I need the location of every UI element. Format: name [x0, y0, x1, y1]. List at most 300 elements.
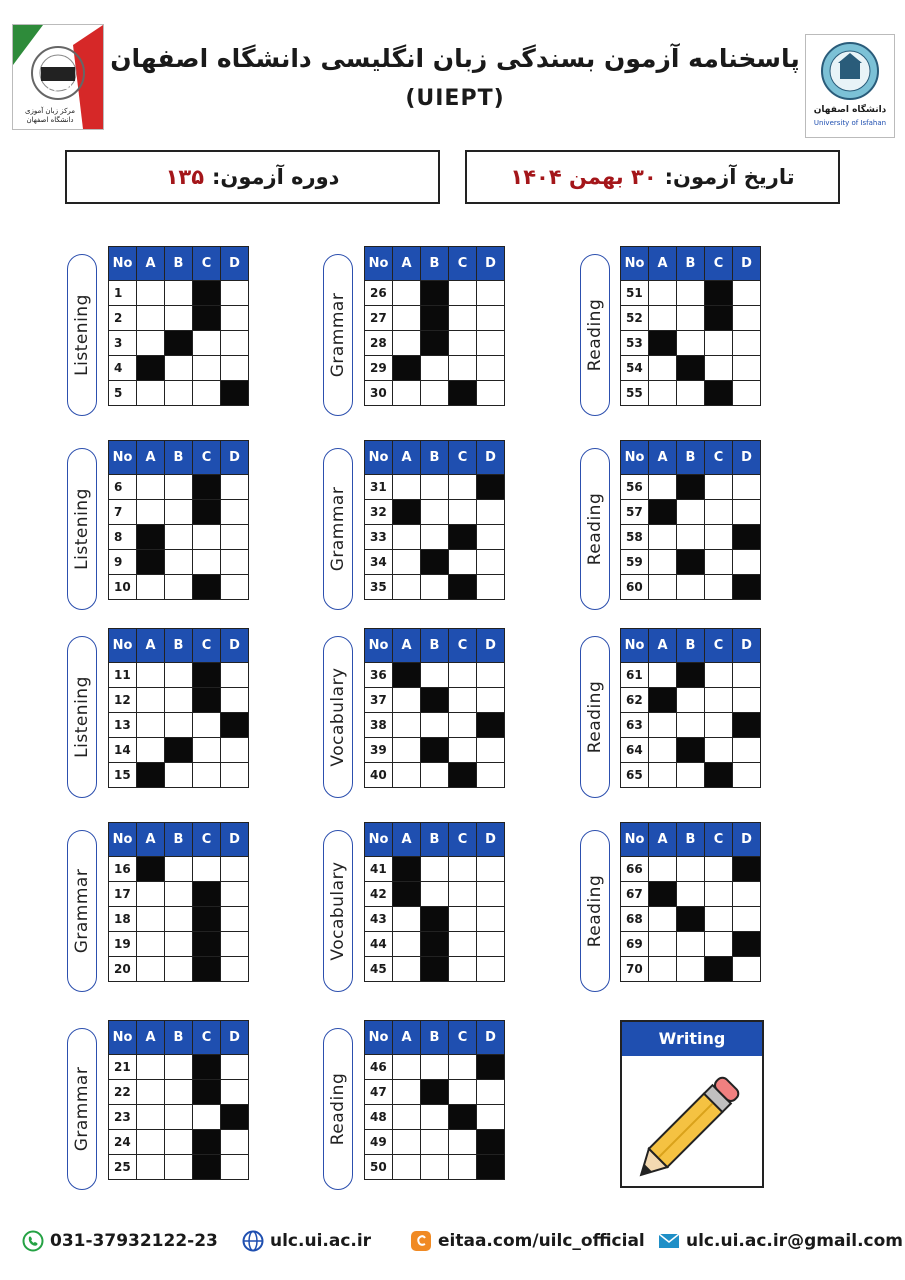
answer-cell-c	[705, 525, 733, 550]
answer-cell-d	[221, 663, 249, 688]
question-number: 62	[621, 688, 649, 713]
answer-cell-a	[649, 738, 677, 763]
answer-cell-a	[393, 957, 421, 982]
answer-cell-c	[449, 713, 477, 738]
answer-cell-a	[137, 738, 165, 763]
answer-cell-b	[677, 500, 705, 525]
section-label-text: Grammar	[72, 1066, 92, 1152]
question-number: 38	[365, 713, 393, 738]
answer-cell-b	[677, 688, 705, 713]
answer-cell-d	[733, 932, 761, 957]
answer-cell-d	[477, 475, 505, 500]
question-number: 60	[621, 575, 649, 600]
question-number: 19	[109, 932, 137, 957]
header-cell: D	[221, 1021, 249, 1055]
answer-cell-c	[705, 957, 733, 982]
answer-cell-b	[165, 1155, 193, 1180]
table-row	[621, 550, 761, 575]
header-cell: B	[165, 441, 193, 475]
table-row	[365, 306, 505, 331]
answer-cell-c	[193, 663, 221, 688]
question-number: 24	[109, 1130, 137, 1155]
answer-cell-b	[677, 525, 705, 550]
globe-icon	[242, 1230, 264, 1252]
answer-cell-b	[421, 475, 449, 500]
table-row	[365, 281, 505, 306]
header-cell: D	[221, 441, 249, 475]
answer-cell-c	[193, 713, 221, 738]
answer-cell-c	[705, 550, 733, 575]
answer-cell-c	[705, 857, 733, 882]
answer-cell-c	[449, 475, 477, 500]
question-number: 42	[365, 882, 393, 907]
answer-cell-a	[649, 663, 677, 688]
answer-cell-c	[193, 932, 221, 957]
header-cell: B	[165, 629, 193, 663]
section-label	[67, 254, 97, 416]
table-row	[621, 475, 761, 500]
answer-cell-a	[393, 1080, 421, 1105]
question-number: 7	[109, 500, 137, 525]
answer-cell-b	[165, 857, 193, 882]
question-number: 6	[109, 475, 137, 500]
answer-cell-c	[449, 356, 477, 381]
answer-cell-d	[477, 331, 505, 356]
header-cell: No	[621, 247, 649, 281]
table-row	[365, 381, 505, 406]
question-number: 56	[621, 475, 649, 500]
answer-cell-b	[421, 281, 449, 306]
table-row	[365, 857, 505, 882]
header-cell: No	[109, 441, 137, 475]
answer-cell-b	[421, 356, 449, 381]
answer-cell-a	[393, 1105, 421, 1130]
answer-cell-a	[137, 356, 165, 381]
answer-table	[364, 1020, 505, 1180]
header-cell: C	[193, 441, 221, 475]
question-number: 59	[621, 550, 649, 575]
answer-cell-c	[449, 525, 477, 550]
answer-table-header	[621, 247, 761, 281]
answer-cell-d	[477, 381, 505, 406]
header-cell: A	[393, 247, 421, 281]
answer-cell-d	[477, 957, 505, 982]
answer-table	[108, 822, 249, 982]
answer-cell-d	[221, 1130, 249, 1155]
answer-cell-d	[733, 281, 761, 306]
header-cell: B	[421, 1021, 449, 1055]
footer-website[interactable]	[242, 1230, 371, 1252]
answer-cell-a	[649, 907, 677, 932]
section-label-text: Reading	[328, 1072, 348, 1146]
answer-cell-a	[137, 1155, 165, 1180]
question-number: 17	[109, 882, 137, 907]
table-row	[365, 356, 505, 381]
header-cell: No	[365, 441, 393, 475]
answer-cell-a	[393, 1155, 421, 1180]
question-number: 31	[365, 475, 393, 500]
question-number: 13	[109, 713, 137, 738]
answer-cell-b	[165, 957, 193, 982]
answer-table	[364, 628, 505, 788]
website-link: ulc.ui.ac.ir	[270, 1231, 372, 1251]
header-cell: D	[733, 247, 761, 281]
answer-cell-a	[137, 381, 165, 406]
header-cell: C	[449, 1021, 477, 1055]
table-row	[109, 857, 249, 882]
answer-cell-d	[733, 663, 761, 688]
section-label-text: Reading	[585, 680, 605, 754]
answer-cell-a	[137, 525, 165, 550]
answer-cell-b	[165, 281, 193, 306]
table-row	[109, 1155, 249, 1180]
answer-cell-d	[477, 882, 505, 907]
header-cell: D	[477, 629, 505, 663]
table-row	[621, 500, 761, 525]
answer-cell-b	[165, 1080, 193, 1105]
header-cell: D	[477, 823, 505, 857]
section-label-text: Listening	[72, 676, 92, 758]
answer-cell-a	[393, 907, 421, 932]
answer-cell-c	[449, 688, 477, 713]
answer-cell-c	[193, 1130, 221, 1155]
question-number: 39	[365, 738, 393, 763]
exam-round-label: دوره آزمون:	[212, 165, 340, 189]
header-cell: D	[733, 629, 761, 663]
header-cell: D	[477, 247, 505, 281]
answer-table-header	[365, 823, 505, 857]
header-cell: No	[365, 823, 393, 857]
answer-cell-a	[393, 575, 421, 600]
section-label	[580, 448, 610, 610]
header-cell: D	[733, 441, 761, 475]
answer-cell-c	[193, 1080, 221, 1105]
table-row	[109, 575, 249, 600]
answer-cell-b	[165, 475, 193, 500]
table-row	[109, 663, 249, 688]
header-cell: No	[365, 629, 393, 663]
header-cell: D	[221, 247, 249, 281]
exam-date-box	[465, 150, 840, 204]
answer-cell-c	[705, 331, 733, 356]
answer-cell-d	[733, 857, 761, 882]
answer-cell-d	[221, 1155, 249, 1180]
section-label	[323, 1028, 353, 1190]
answer-cell-a	[393, 475, 421, 500]
header-cell: A	[137, 441, 165, 475]
answer-cell-a	[649, 857, 677, 882]
table-row	[109, 306, 249, 331]
header-cell: B	[165, 823, 193, 857]
answer-cell-a	[393, 500, 421, 525]
writing-box	[620, 1020, 764, 1188]
answer-cell-d	[733, 525, 761, 550]
university-logo-caption-fa: دانشگاه اصفهان	[813, 105, 887, 115]
question-number: 33	[365, 525, 393, 550]
answer-cell-b	[677, 857, 705, 882]
header-cell: D	[477, 441, 505, 475]
answer-cell-c	[705, 738, 733, 763]
section-label-text: Listening	[72, 488, 92, 570]
answer-table-header	[109, 1021, 249, 1055]
answer-cell-d	[221, 356, 249, 381]
table-row	[365, 1155, 505, 1180]
question-number: 32	[365, 500, 393, 525]
answer-cell-a	[393, 525, 421, 550]
header-cell: C	[449, 823, 477, 857]
answer-cell-b	[165, 713, 193, 738]
answer-table	[364, 822, 505, 982]
answer-cell-c	[193, 857, 221, 882]
header-cell: No	[365, 1021, 393, 1055]
answer-cell-d	[221, 525, 249, 550]
header-cell: A	[137, 823, 165, 857]
answer-cell-d	[477, 1105, 505, 1130]
answer-cell-c	[193, 281, 221, 306]
question-number: 47	[365, 1080, 393, 1105]
answer-cell-c	[705, 688, 733, 713]
answer-cell-d	[221, 575, 249, 600]
answer-cell-b	[677, 907, 705, 932]
footer-phone[interactable]	[22, 1230, 218, 1252]
answer-cell-c	[705, 381, 733, 406]
answer-cell-d	[221, 713, 249, 738]
header-cell: C	[193, 629, 221, 663]
answer-cell-a	[137, 763, 165, 788]
exam-round-value: ۱۳۵	[165, 165, 205, 189]
university-logo-caption-en: University of Isfahan	[813, 119, 887, 127]
answer-cell-c	[193, 1055, 221, 1080]
answer-cell-c	[193, 738, 221, 763]
answer-cell-a	[393, 1130, 421, 1155]
header-cell: No	[109, 823, 137, 857]
table-row	[109, 763, 249, 788]
table-row	[365, 907, 505, 932]
answer-cell-b	[421, 763, 449, 788]
answer-cell-d	[733, 550, 761, 575]
answer-cell-c	[193, 525, 221, 550]
header-cell: A	[393, 1021, 421, 1055]
table-row	[109, 957, 249, 982]
answer-cell-b	[421, 1155, 449, 1180]
answer-cell-c	[449, 857, 477, 882]
mail-icon	[658, 1230, 680, 1252]
question-number: 15	[109, 763, 137, 788]
question-number: 68	[621, 907, 649, 932]
answer-cell-b	[165, 738, 193, 763]
section-label-text: Listening	[72, 294, 92, 376]
answer-cell-d	[733, 575, 761, 600]
header-cell: No	[109, 1021, 137, 1055]
header-cell: No	[109, 247, 137, 281]
answer-cell-c	[449, 1080, 477, 1105]
language-center-logo	[12, 24, 104, 130]
answer-cell-b	[165, 663, 193, 688]
question-number: 23	[109, 1105, 137, 1130]
section-label	[67, 830, 97, 992]
table-row	[621, 575, 761, 600]
answer-cell-d	[477, 932, 505, 957]
answer-cell-c	[193, 306, 221, 331]
answer-cell-a	[649, 381, 677, 406]
question-number: 44	[365, 932, 393, 957]
answer-cell-b	[165, 688, 193, 713]
answer-cell-a	[137, 688, 165, 713]
table-row	[109, 1105, 249, 1130]
answer-cell-d	[221, 331, 249, 356]
answer-cell-b	[421, 575, 449, 600]
answer-table-header	[621, 823, 761, 857]
header-cell: B	[677, 823, 705, 857]
answer-table	[108, 628, 249, 788]
answer-cell-b	[165, 356, 193, 381]
table-row	[365, 575, 505, 600]
answer-cell-a	[137, 907, 165, 932]
answer-cell-a	[393, 932, 421, 957]
answer-cell-b	[421, 713, 449, 738]
header-cell: C	[705, 823, 733, 857]
answer-cell-c	[705, 500, 733, 525]
question-number: 18	[109, 907, 137, 932]
answer-cell-c	[705, 882, 733, 907]
answer-cell-d	[221, 932, 249, 957]
answer-cell-d	[477, 575, 505, 600]
table-row	[365, 1080, 505, 1105]
answer-cell-d	[477, 738, 505, 763]
table-row	[621, 306, 761, 331]
exam-date-value: ۳۰ بهمن ۱۴۰۴	[510, 165, 657, 189]
question-number: 51	[621, 281, 649, 306]
section-label	[580, 636, 610, 798]
section-label-text: Reading	[585, 298, 605, 372]
table-row	[621, 356, 761, 381]
question-number: 27	[365, 306, 393, 331]
answer-table	[108, 440, 249, 600]
answer-cell-c	[193, 475, 221, 500]
answer-cell-b	[165, 1055, 193, 1080]
answer-cell-c	[705, 575, 733, 600]
answer-cell-d	[733, 356, 761, 381]
answer-cell-d	[733, 763, 761, 788]
answer-cell-d	[477, 663, 505, 688]
table-row	[109, 688, 249, 713]
answer-cell-c	[193, 763, 221, 788]
answer-cell-a	[649, 525, 677, 550]
answer-table	[620, 822, 761, 982]
answer-cell-c	[193, 550, 221, 575]
eitaa-icon	[410, 1230, 432, 1252]
header-cell: A	[649, 823, 677, 857]
answer-cell-d	[733, 306, 761, 331]
question-number: 26	[365, 281, 393, 306]
answer-cell-a	[393, 281, 421, 306]
answer-cell-a	[137, 500, 165, 525]
answer-cell-a	[137, 475, 165, 500]
table-row	[109, 713, 249, 738]
answer-cell-b	[421, 1130, 449, 1155]
answer-cell-b	[677, 957, 705, 982]
question-number: 8	[109, 525, 137, 550]
question-number: 21	[109, 1055, 137, 1080]
question-number: 63	[621, 713, 649, 738]
question-number: 11	[109, 663, 137, 688]
answer-cell-b	[421, 1105, 449, 1130]
footer-eitaa[interactable]	[410, 1230, 645, 1252]
table-row	[365, 1130, 505, 1155]
answer-cell-a	[649, 475, 677, 500]
answer-cell-d	[477, 1080, 505, 1105]
answer-cell-c	[449, 500, 477, 525]
answer-cell-b	[677, 331, 705, 356]
answer-cell-a	[393, 306, 421, 331]
question-number: 54	[621, 356, 649, 381]
header-cell: No	[621, 441, 649, 475]
question-number: 67	[621, 882, 649, 907]
answer-cell-b	[421, 932, 449, 957]
question-number: 58	[621, 525, 649, 550]
answer-cell-a	[137, 932, 165, 957]
section-label-text: Vocabulary	[328, 667, 348, 767]
answer-cell-c	[193, 575, 221, 600]
answer-cell-a	[393, 713, 421, 738]
answer-cell-b	[677, 738, 705, 763]
table-row	[109, 381, 249, 406]
answer-cell-a	[393, 763, 421, 788]
question-number: 65	[621, 763, 649, 788]
answer-cell-a	[137, 1130, 165, 1155]
answer-table	[620, 628, 761, 788]
answer-cell-d	[733, 381, 761, 406]
answer-table-header	[109, 247, 249, 281]
answer-cell-c	[193, 356, 221, 381]
question-number: 48	[365, 1105, 393, 1130]
answer-cell-c	[449, 281, 477, 306]
question-number: 40	[365, 763, 393, 788]
table-row	[109, 500, 249, 525]
answer-cell-d	[733, 500, 761, 525]
table-row	[365, 882, 505, 907]
header-cell: C	[449, 441, 477, 475]
header-cell: C	[449, 629, 477, 663]
answer-cell-b	[421, 381, 449, 406]
answer-cell-b	[165, 550, 193, 575]
answer-cell-b	[165, 575, 193, 600]
table-row	[365, 1105, 505, 1130]
answer-cell-b	[421, 500, 449, 525]
answer-cell-b	[677, 763, 705, 788]
answer-cell-c	[193, 500, 221, 525]
answer-cell-a	[649, 713, 677, 738]
question-number: 20	[109, 957, 137, 982]
answer-cell-a	[649, 932, 677, 957]
question-number: 52	[621, 306, 649, 331]
answer-cell-d	[221, 907, 249, 932]
header-cell: B	[421, 441, 449, 475]
question-number: 5	[109, 381, 137, 406]
section-label	[323, 448, 353, 610]
answer-cell-d	[733, 688, 761, 713]
question-number: 36	[365, 663, 393, 688]
footer-email[interactable]	[658, 1230, 903, 1252]
answer-cell-b	[677, 882, 705, 907]
answer-cell-d	[477, 1055, 505, 1080]
answer-cell-d	[733, 907, 761, 932]
answer-cell-c	[449, 882, 477, 907]
header-cell: A	[393, 629, 421, 663]
header-cell: C	[705, 441, 733, 475]
answer-cell-a	[649, 957, 677, 982]
answer-cell-d	[477, 688, 505, 713]
